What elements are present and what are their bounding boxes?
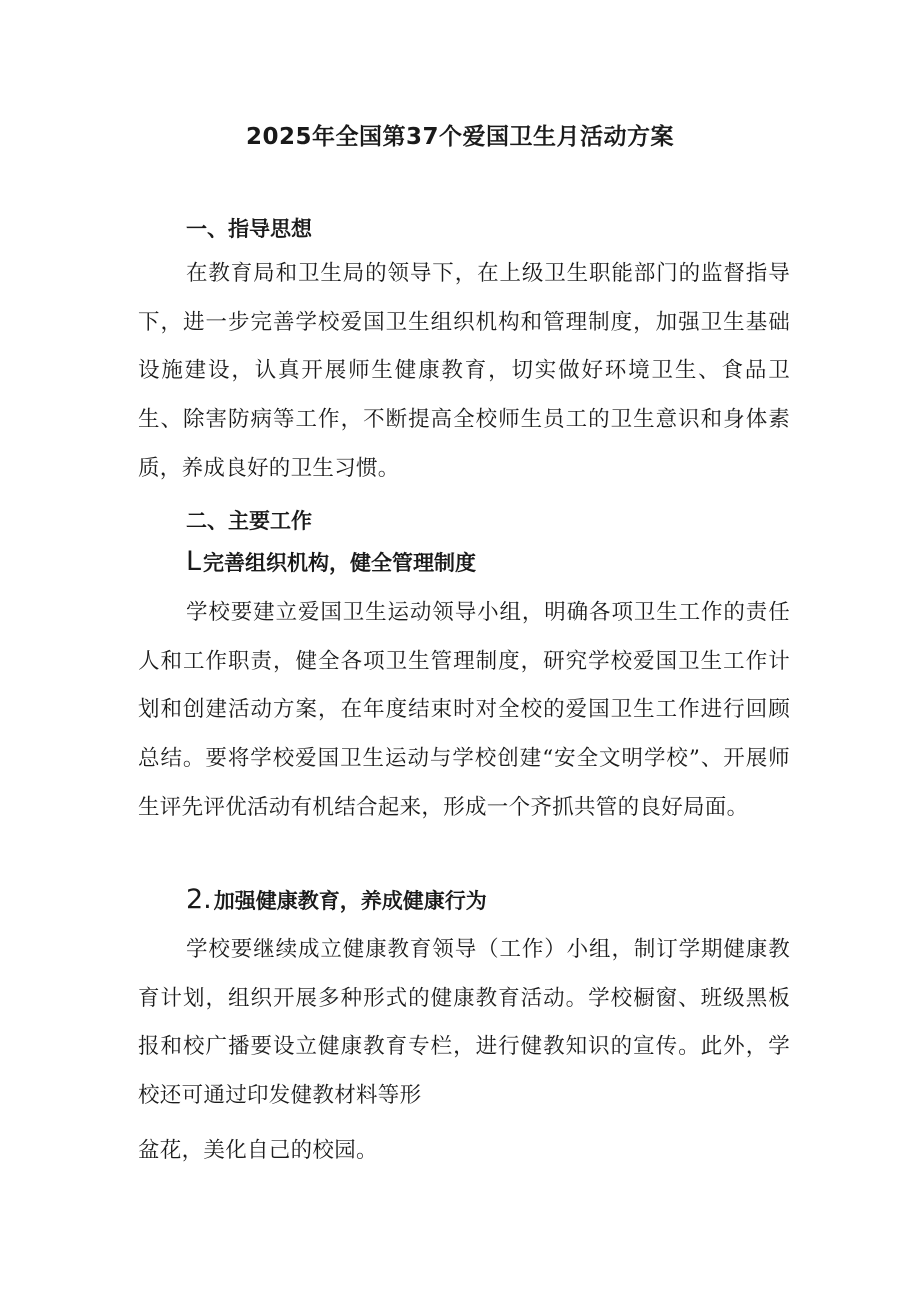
subsection-title: 完善组织机构，健全管理制度	[203, 551, 477, 575]
section-paragraph-guiding-ideology: 在教育局和卫生局的领导下，在上级卫生职能部门的监督指导下，进一步完善学校爱国卫生组织机构和管理制度，加强卫生基础设施建设，认真开展师生健康教育，切实做好环境卫生、食品卫生、除害防病等工作，不断提高全校师生员工的卫生意识和身体素质，养成良好的卫生习惯。	[138, 261, 790, 481]
section-heading-guiding-ideology: 一、指导思想	[186, 217, 312, 241]
subsection-title: 加强健康教育，养成健康行为	[213, 889, 487, 913]
subsection-paragraph-organization: 学校要建立爱国卫生运动领导小组，明确各项卫生工作的责任人和工作职责，健全各项卫生管理制度，研究学校爱国卫生工作计划和创建活动方案，在年度结束时对全校的爱国卫生工作进行回顾总结。要将学校爱国卫生运动与学校创建“安全文明学校”、开展师生评先评优活动有机结合起来，形成一个齐抓共管的良好局面。	[138, 600, 790, 820]
subsection-heading-health-education	[186, 884, 487, 915]
subsection-number: L	[186, 546, 202, 577]
subsection-paragraph-health-education: 学校要继续成立健康教育领导（工作）小组，制订学期健康教育计划，组织开展多种形式的健康教育活动。学校橱窗、班级黑板报和校广播要设立健康教育专栏，进行健教知识的宣传。此外，学校还可通过印发健教材料等形	[138, 937, 790, 1109]
subsection-number: 2.	[186, 884, 212, 915]
section-heading-main-work: 二、主要工作	[186, 509, 312, 533]
paragraph-continuation: 盆花，美化自己的校园。	[138, 1138, 378, 1163]
subsection-heading-organization	[186, 546, 476, 577]
page-title: 2025年全国第37个爱国卫生月活动方案	[245, 124, 675, 150]
